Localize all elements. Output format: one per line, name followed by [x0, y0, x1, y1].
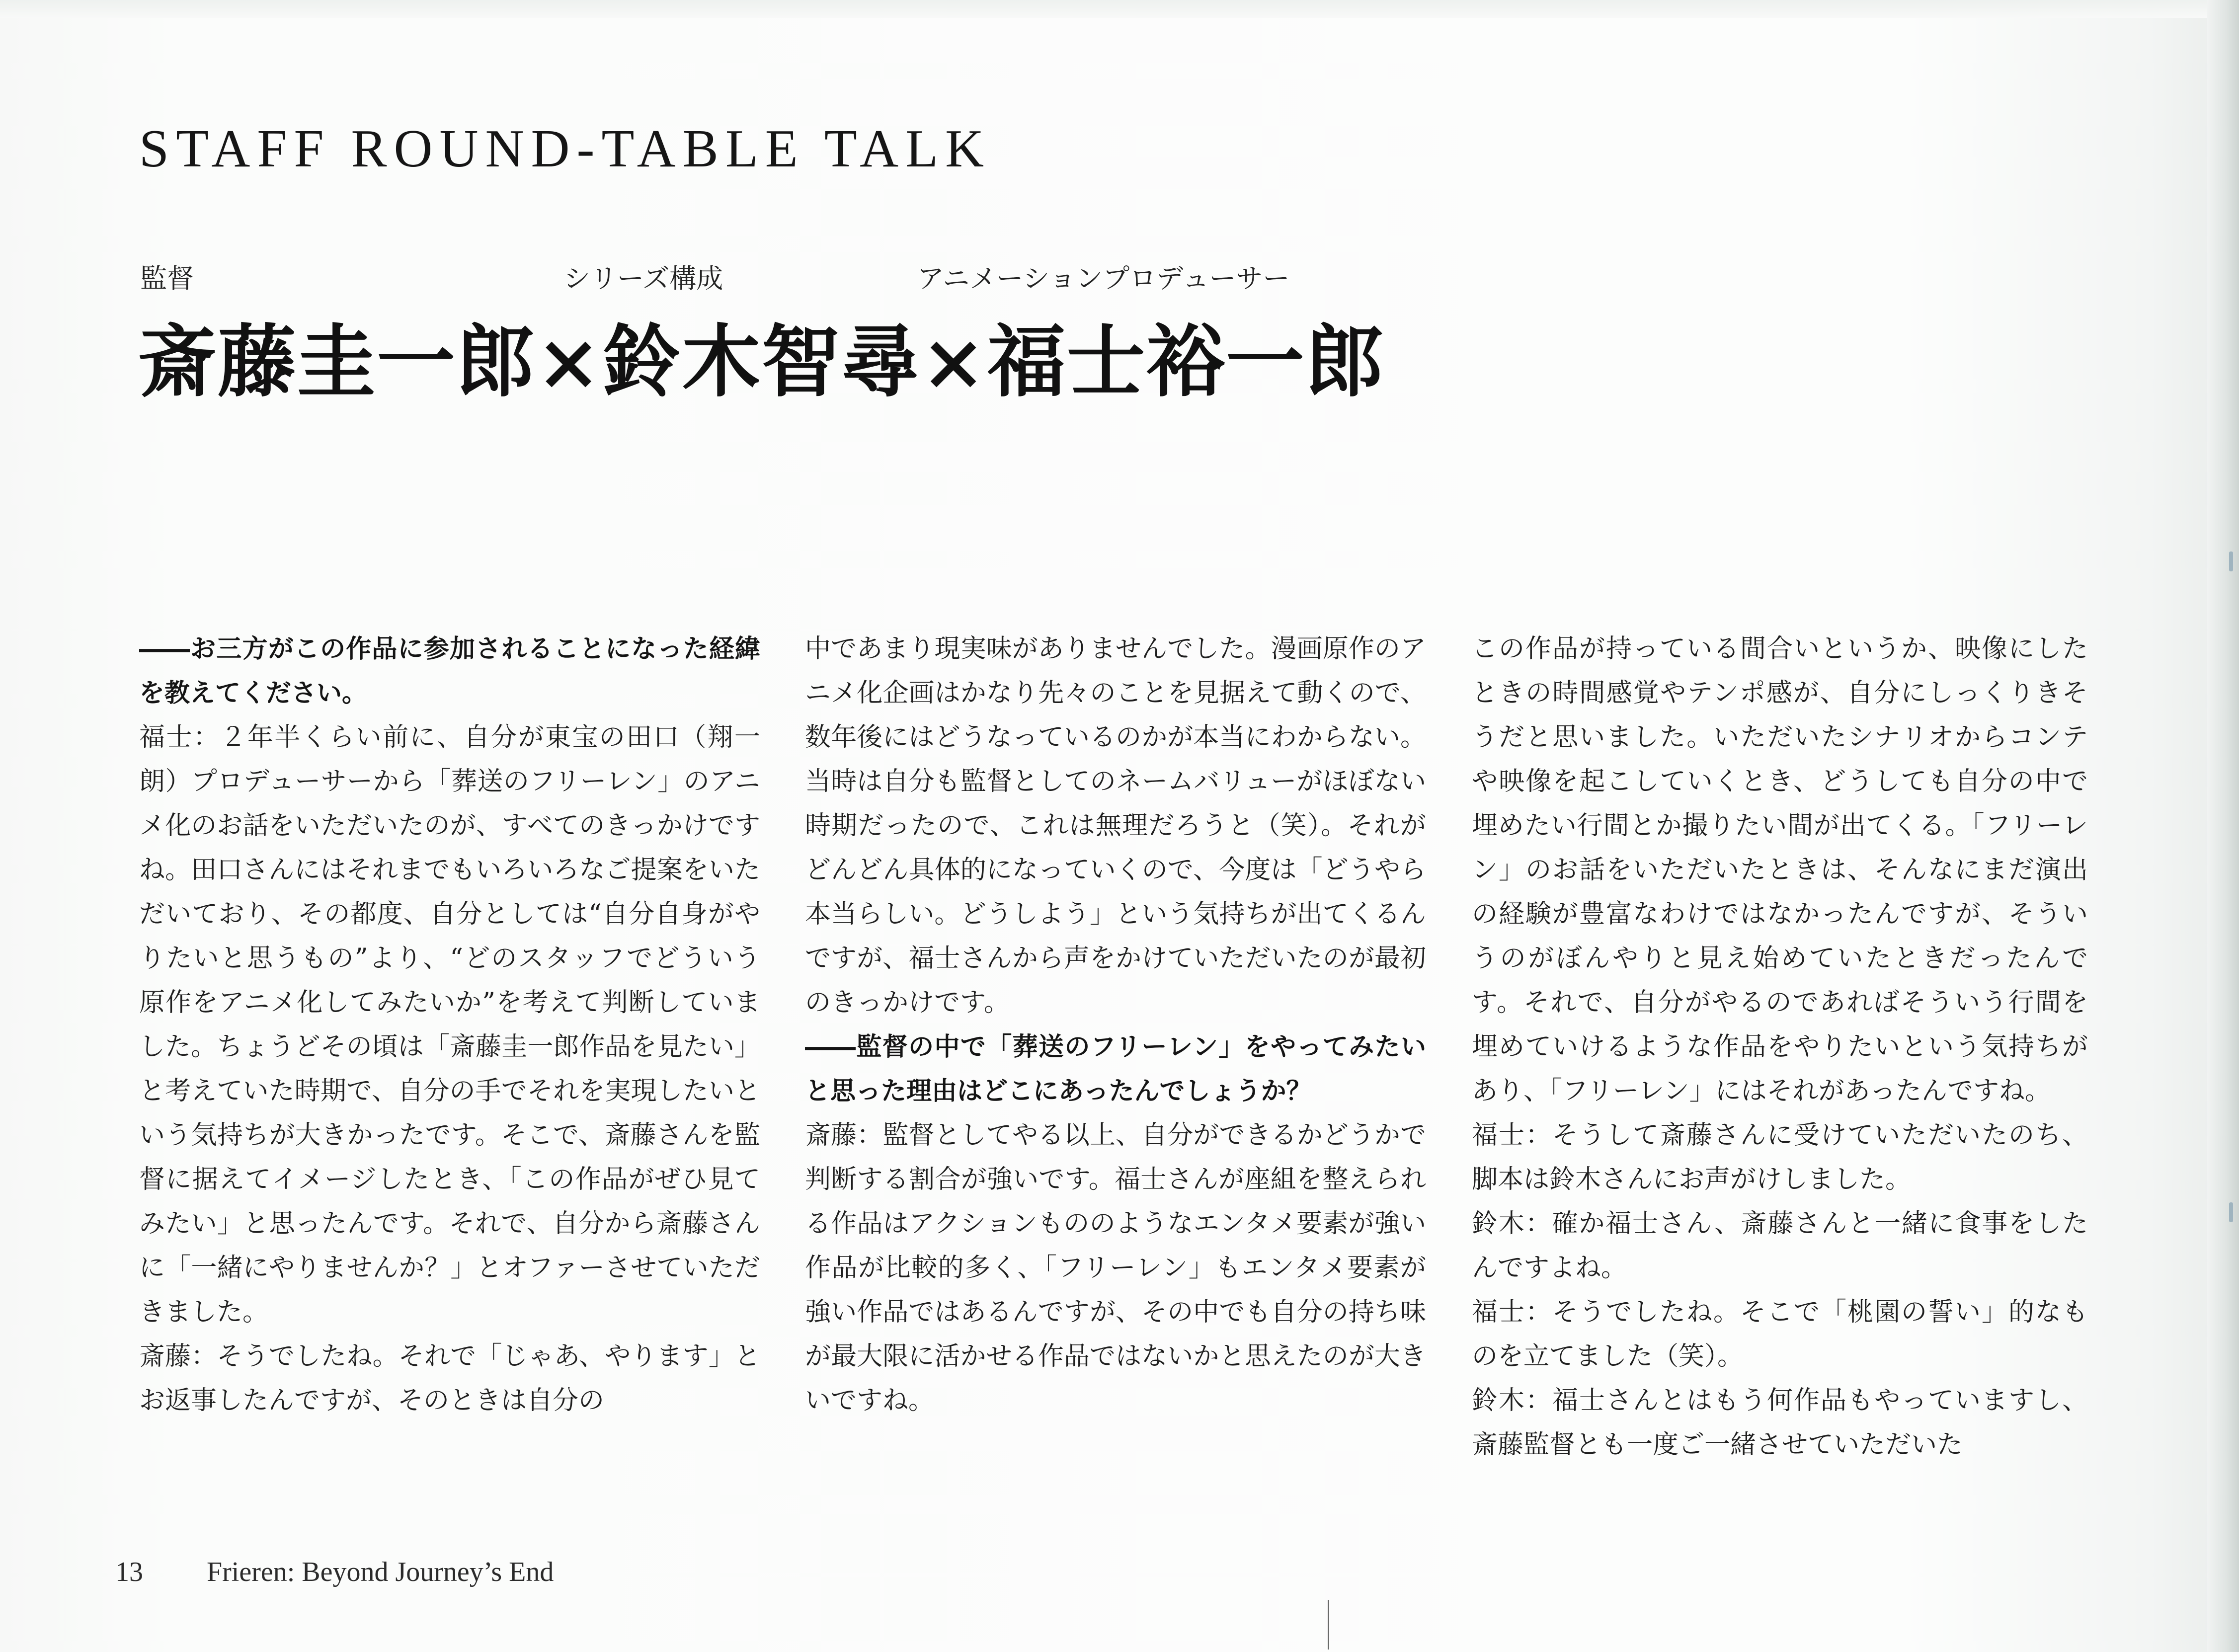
interview-answer: 中であまり現実味がありませんでした。漫画原作のアニメ化企画はかなり先々のことを見据えて動くので、数年後にはどうなっているのかが本当にわからない。当時は自分も監督としてのネームバリューがほぼない時期だったので、これは無理だろうと（笑）。それがどんどん具体的になっていくので、今度は「どうやら本当らしい。どうしよう」という気持ちが出てくるんですが、福士さんから声をかけていただいたのが最初のきっかけです。: [805, 634, 1426, 1018]
interview-answer: この作品が持っている間合いというか、映像にしたときの時間感覚やテンポ感が、自分にしっくりきそうだと思いました。いただいたシナリオからコンテや映像を起こしていくとき、どうしても自分の中で埋めたい行間とか撮りたい間が出てくる。「フリーレン」のお話をいただいたときは、そんなにまだ演出の経験が豊富なわけではなかったんですが、そういうのがぼんやりと見え始めていたときだったんです。それで、自分がやるのであればそういう行間を埋めていけるような作品をやりたいという気持ちがあり、「フリーレン」にはそれがあったんですね。: [1472, 634, 2088, 1106]
interview-answer: 福士：そうでしたね。そこで「桃園の誓い」的なものを立てました（笑）。: [1472, 1297, 2088, 1371]
text-column-2: [805, 627, 1426, 1423]
binding-staple: [2229, 551, 2233, 571]
interview-answer: 鈴木：確か福士さん、斎藤さんと一緒に食事をしたんですよね。: [1472, 1209, 2088, 1283]
participant-names: 斎藤圭一郎×鈴木智尋×福士裕一郎: [138, 316, 1385, 408]
role-animation-producer: アニメーションプロデューサー: [917, 263, 1290, 294]
binding-staple: [2229, 1202, 2233, 1222]
interview-answer: 斎藤：監督としてやる以上、自分ができるかどうかで判断する割合が強いです。福士さんが座組を整えられる作品はアクションもののようなエンタメ要素が強い作品が比較的多く、「フリーレン」もエンタメ要素が強い作品ではあるんですが、その中でも自分の持ち味が最大限に活かせる作品ではないかと思えたのが大きいですね。: [805, 1120, 1426, 1416]
interview-answer: 鈴木：福士さんとはもう何作品もやっていますし、斎藤監督とも一度ご一緒させていただいた: [1472, 1386, 2088, 1460]
interview-answer: 福士：そうして斎藤さんに受けていただいたのち、脚本は鈴木さんにお声がけしました。: [1472, 1120, 2088, 1194]
page-title: STAFF ROUND-TABLE TALK: [139, 119, 991, 178]
publication-title: Frieren: Beyond Journey’s End: [207, 1557, 554, 1587]
page-crease-mark: [1328, 1600, 1329, 1650]
scan-edge-top: [0, 0, 2239, 18]
role-series-composition: シリーズ構成: [563, 263, 723, 294]
text-column-1: [139, 627, 760, 1423]
page-number: 13: [115, 1557, 143, 1587]
interview-answer: 斎藤：そうでしたね。それで「じゃあ、やります」とお返事したんですが、そのときは自分の: [139, 1341, 760, 1416]
interview-question: ――監督の中で「葬送のフリーレン」をやってみたいと思った理由はどこにあったんでしょうか？: [805, 1032, 1426, 1106]
role-director: 監督: [140, 263, 194, 294]
text-column-3: [1472, 627, 2088, 1467]
interview-question: ――お三方がこの作品に参加されることになった経緯を教えてください。: [139, 634, 760, 708]
page-fold-shadow: [2207, 0, 2239, 1652]
interview-answer: 福士：２年半くらい前に、自分が東宝の田口（翔一朗）プロデューサーから「葬送のフリーレン」のアニメ化のお話をいただいたのが、すべてのきっかけですね。田口さんにはそれまでもいろいろなご提案をいただいており、その都度、自分としては“自分自身がやりたいと思うもの”より、“どのスタッフでどういう原作をアニメ化してみたいか”を考えて判断していました。ちょうどその頃は「斎藤圭一郎作品を見たい」と考えていた時期で、自分の手でそれを実現したいという気持ちが大きかったです。そこで、斎藤さんを監督に据えてイメージしたとき、「この作品がぜひ見てみたい」と思ったんです。それで、自分から斎藤さんに「一緒にやりませんか？」とオファーさせていただきました。: [139, 722, 760, 1327]
